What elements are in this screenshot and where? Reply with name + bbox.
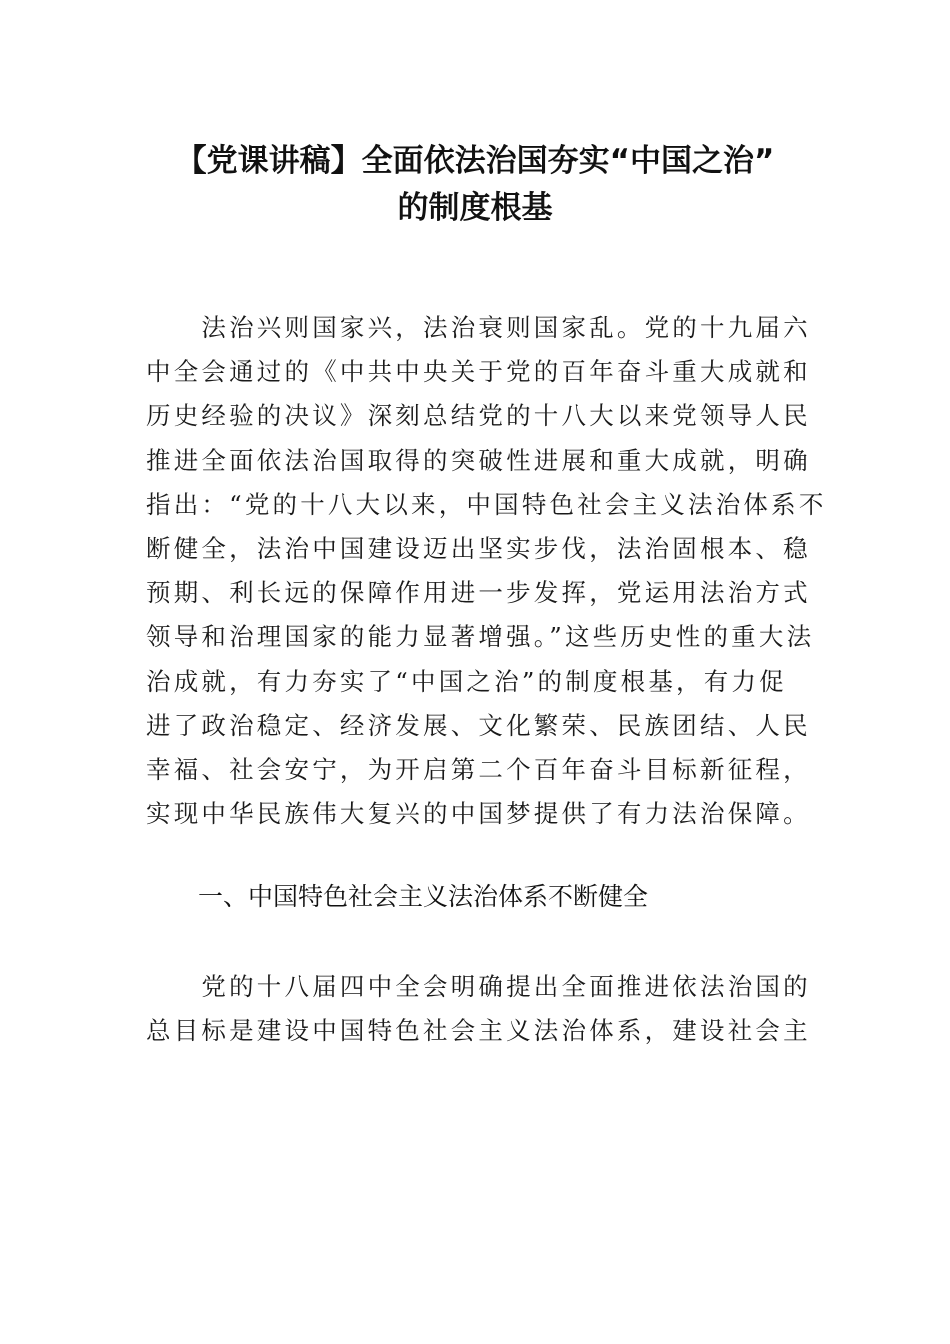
paragraph-line: 幸福、社会安宁，为开启第二个百年奋斗目标新征程， xyxy=(146,755,811,785)
paragraph-line: 预期、利长远的保障作用进一步发挥，党运用法治方式 xyxy=(146,578,811,608)
paragraph-line: 实现中华民族伟大复兴的中国梦提供了有力法治保障。 xyxy=(146,799,811,829)
paragraph-line: 历史经验的决议》深刻总结党的十八大以来党领导人民 xyxy=(146,401,811,431)
paragraph-line: 法治兴则国家兴，法治衰则国家乱。党的十九届六 xyxy=(146,313,811,342)
section-heading-1: 一、中国特色社会主义法治体系不断健全 xyxy=(198,882,649,911)
title-line-1: 【党课讲稿】全面依法治国夯实“中国之治” xyxy=(175,143,775,179)
title-line-2: 的制度根基 xyxy=(397,190,553,226)
paragraph-line: 指出：“党的十八大以来，中国特色社会主义法治体系不 xyxy=(146,489,827,519)
paragraph-line: 进了政治稳定、经济发展、文化繁荣、民族团结、人民 xyxy=(146,710,811,740)
paragraph-line: 中全会通过的《中共中央关于党的百年奋斗重大成就和 xyxy=(146,357,811,387)
section-1-paragraph xyxy=(146,965,812,1053)
page-title xyxy=(120,138,830,232)
paragraph-line: 治成就，有力夯实了“中国之治”的制度根基，有力促 xyxy=(146,666,787,696)
intro-paragraph xyxy=(146,306,827,836)
paragraph-line: 总目标是建设中国特色社会主义法治体系，建设社会主 xyxy=(146,1016,811,1046)
paragraph-line: 领导和治理国家的能力显著增强。”这些历史性的重大法 xyxy=(146,622,815,652)
paragraph-line: 党的十八届四中全会明确提出全面推进依法治国的 xyxy=(146,972,811,1001)
paragraph-line: 推进全面依法治国取得的突破性进展和重大成就，明确 xyxy=(146,445,811,475)
paragraph-line: 断健全，法治中国建设迈出坚实步伐，法治固根本、稳 xyxy=(146,534,811,564)
